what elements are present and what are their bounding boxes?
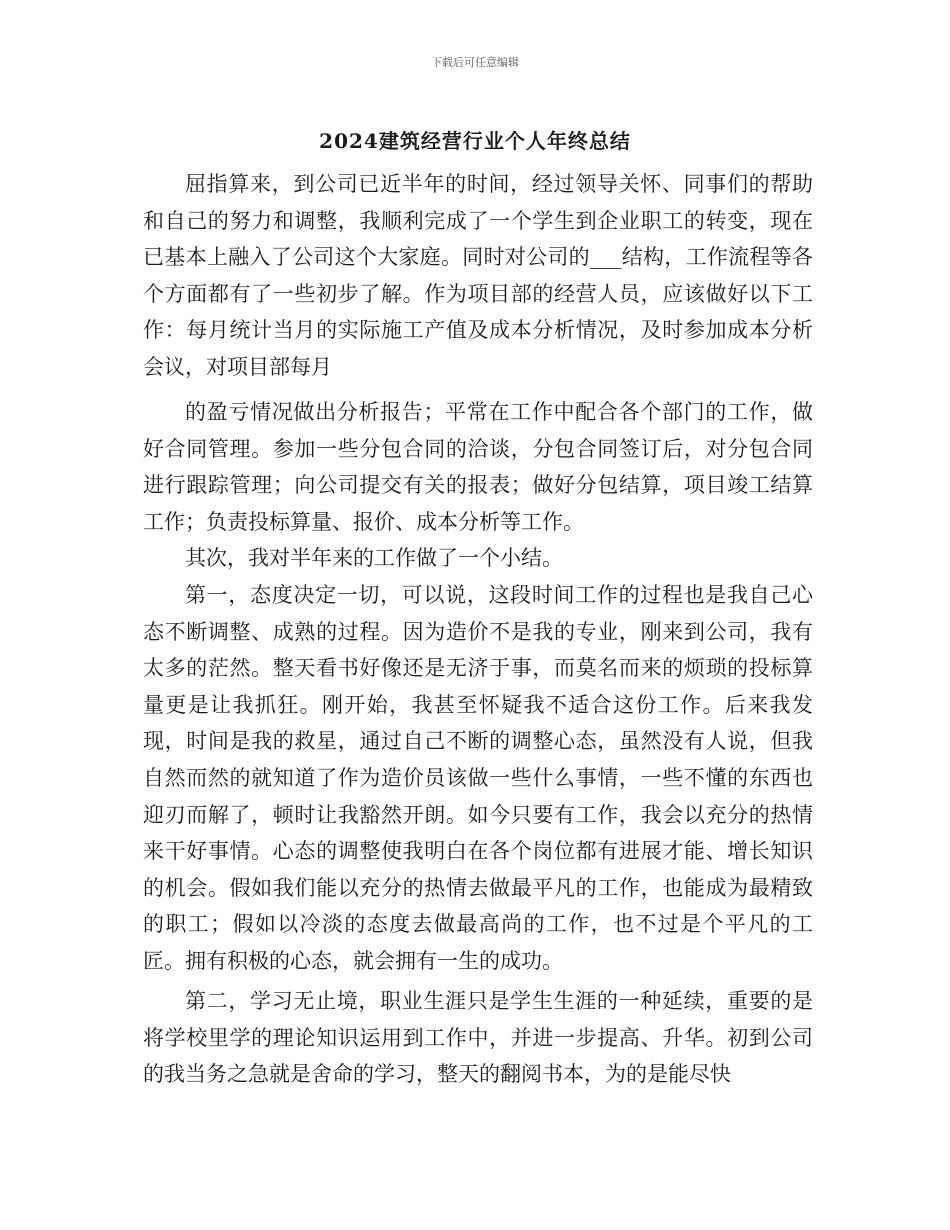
paragraph-attitude: 第一，态度决定一切，可以说，这段时间工作的过程也是我自己心态不断调整、成熟的过程。因为造价不是我的专业，刚来到公司，我有太多的茫然。整天看书好像还是无济于事，而莫名而来的烦琐的投标算量更是让我抓狂。刚开始，我甚至怀疑我不适合这份工作。后来我发现，时间是我的救星，通过自己不断的调整心态，虽然没有人说，但我自然而然的就知道了作为造价员该做一些什么事情，一些不懂的东西也迎刃而解了，顿时让我豁然开朗。如今只要有工作，我会以充分的热情来干好事情。心态的调整使我明白在各个岗位都有进展才能、增长知识的机会。假如我们能以充分的热情去做最平凡的工作，也能成为最精致的职工；假如以冷淡的态度去做最高尚的工作，也不过是个平凡的工匠。拥有积极的心态，就会拥有一生的成功。 bbox=[143, 583, 813, 973]
paragraph-intro: 屈指算来，到公司已近半年的时间，经过领导关怀、同事们的帮助和自己的努力和调整，我顺利完成了一个学生到企业职工的转变，现在已基本上融入了公司这个大家庭。同时对公司的___结构，工作流程等各个方面都有了一些初步了解。作为项目部的经营人员，应该做好以下工作：每月统计当月的实际施工产值及成本分析情况，及时参加成本分析会议，对项目部每月 bbox=[143, 172, 813, 379]
paragraph-duties: 的盈亏情况做出分析报告；平常在工作中配合各个部门的工作，做好合同管理。参加一些分包合同的洽谈，分包合同签订后，对分包合同进行跟踪管理；向公司提交有关的报表；做好分包结算，项目竣工结算工作；负责投标算量、报价、成本分析等工作。 bbox=[143, 400, 813, 534]
page-header: 下载后可任意编辑 bbox=[431, 56, 519, 69]
paragraph-summary-intro: 其次，我对半年来的工作做了一个小结。 bbox=[185, 546, 563, 570]
document-title: 2024建筑经营行业个人年终总结 bbox=[319, 129, 631, 153]
paragraph-learning: 第二，学习无止境，职业生涯只是学生生涯的一种延续，重要的是将学校里学的理论知识运用到工作中，并进一步提高、升华。初到公司的我当务之急就是舍命的学习，整天的翻阅书本，为的是能尽快 bbox=[143, 989, 813, 1087]
